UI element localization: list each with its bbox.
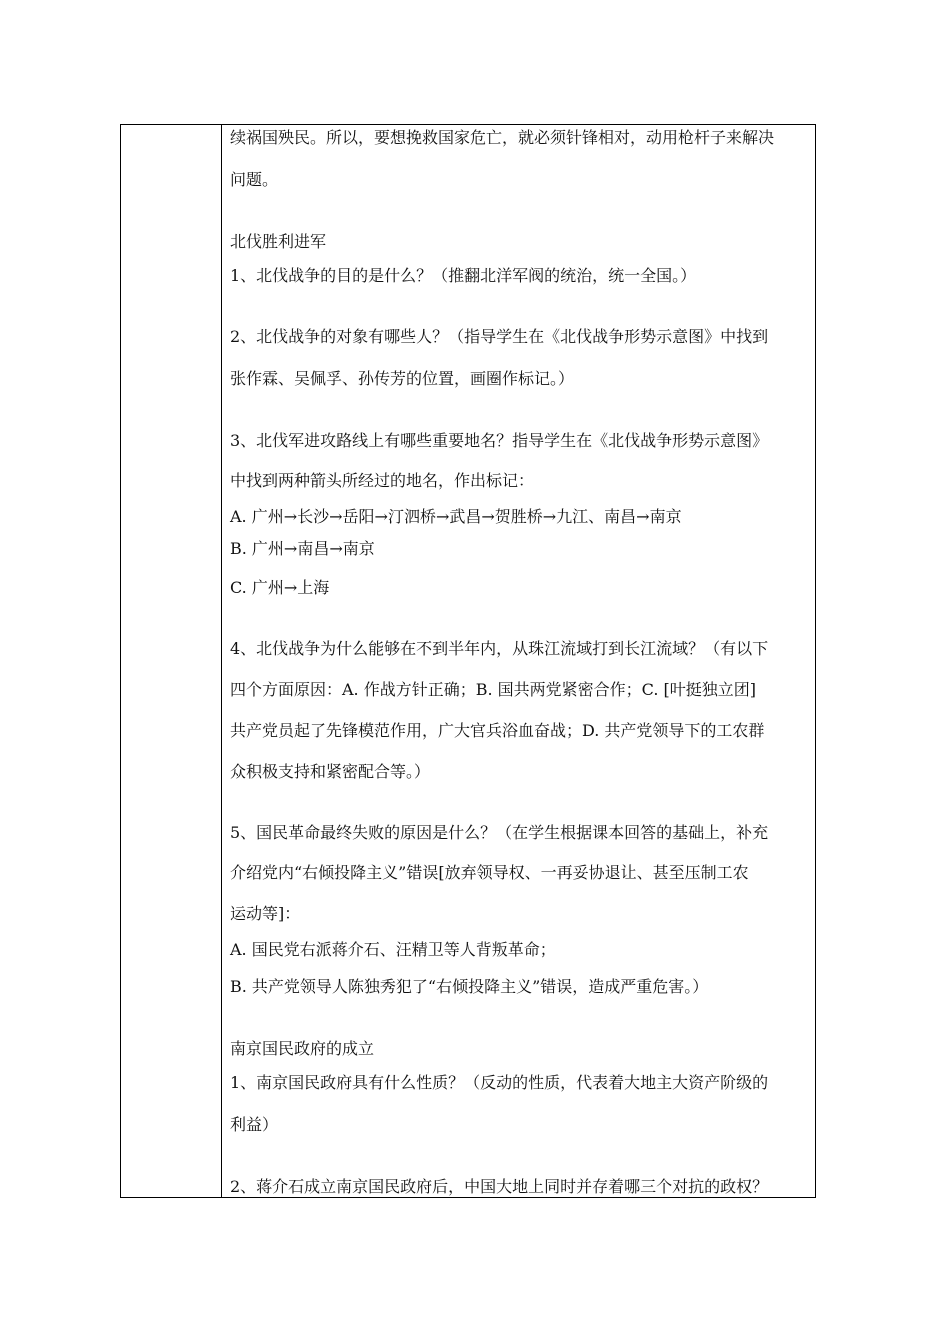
text-line: C. 广州→上海 <box>230 578 330 597</box>
text-line: 众积极支持和紧密配合等。） <box>230 762 431 781</box>
text-line: 1、南京国民政府具有什么性质？（反动的性质，代表着大地主大资产阶级的 <box>230 1073 769 1092</box>
text-line: 问题。 <box>230 170 279 189</box>
text-line: 5、国民革命最终失败的原因是什么？（在学生根据课本回答的基础上，补充 <box>230 823 769 842</box>
section-heading: 南京国民政府的成立 <box>230 1039 375 1058</box>
text-line: 共产党员起了先锋模范作用，广大官兵浴血奋战；D. 共产党领导下的工农群 <box>230 721 765 740</box>
text-line: A. 国民党右派蒋介石、汪精卫等人背叛革命； <box>230 940 556 959</box>
text-line: 四个方面原因：A. 作战方针正确；B. 国共两党紧密合作；C. [叶挺独立团] <box>230 680 756 699</box>
text-line: 中找到两种箭头所经过的地名，作出标记： <box>230 471 535 490</box>
section-heading: 北伐胜利进军 <box>230 232 327 251</box>
text-line: 张作霖、吴佩孚、孙传芳的位置，画圈作标记。） <box>230 369 575 388</box>
text-line: 续祸国殃民。所以，要想挽救国家危亡，就必须针锋相对，动用枪杆子来解决 <box>230 128 775 147</box>
text-line: 运动等]： <box>230 904 301 923</box>
column-divider <box>221 125 222 1197</box>
text-line: 2、北伐战争的对象有哪些人？（指导学生在《北伐战争形势示意图》中找到 <box>230 327 769 346</box>
text-line: 4、北伐战争为什么能够在不到半年内，从珠江流域打到长江流域？（有以下 <box>230 639 769 658</box>
text-line: A. 广州→长沙→岳阳→汀泗桥→武昌→贺胜桥→九江、南昌→南京 <box>230 507 682 526</box>
left-cell <box>121 125 221 1197</box>
text-line: 利益） <box>230 1115 279 1134</box>
text-line: 3、北伐军进攻路线上有哪些重要地名？指导学生在《北伐战争形势示意图》 <box>230 431 769 450</box>
text-line: 2、蒋介石成立南京国民政府后，中国大地上同时并存着哪三个对抗的政权？ <box>230 1177 769 1196</box>
text-line: 介绍党内“右倾投降主义”错误[放弃领导权、一再妥协退让、甚至压制工农 <box>230 863 749 882</box>
text-line: B. 广州→南昌→南京 <box>230 539 375 558</box>
text-line: 1、北伐战争的目的是什么？（推翻北洋军阀的统治，统一全国。） <box>230 266 697 285</box>
text-line: B. 共产党领导人陈独秀犯了“右倾投降主义”错误，造成严重危害。） <box>230 977 709 996</box>
